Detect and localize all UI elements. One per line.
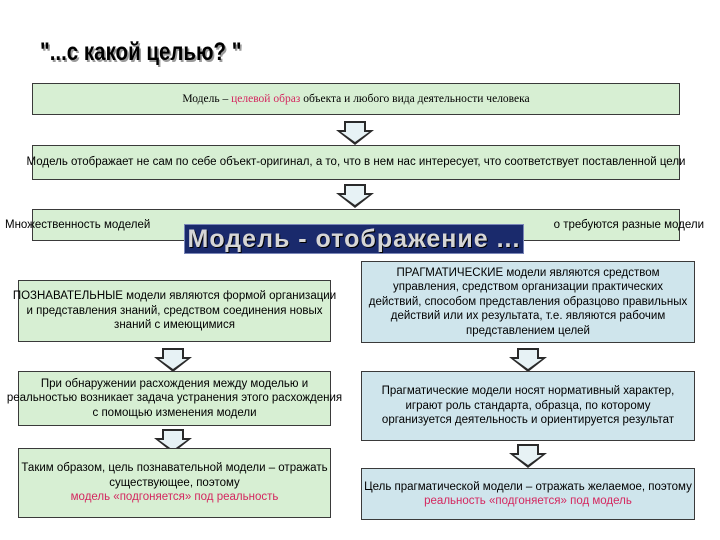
cognitive-goal-highlight: модель «подгоняется» под реальность bbox=[70, 491, 279, 504]
discrepancy-box bbox=[6, 371, 343, 426]
pragmatic-models-box bbox=[361, 261, 695, 343]
down-arrow-icon bbox=[334, 120, 376, 146]
discrepancy-text: При обнаружении расхождения между моделью и реальностью возникает задача устранения этого расхождения с помощью изменения модели bbox=[6, 377, 343, 419]
cognitive-goal-box bbox=[18, 448, 331, 518]
page-title: "...с какой целью? " bbox=[40, 38, 242, 66]
down-arrow-icon bbox=[334, 183, 376, 209]
pragmatic-goal-highlight: реальность «подгоняется» под модель bbox=[424, 495, 632, 507]
pragmatic-goal-text: Цель прагматической модели – отражать желаемое, поэтому bbox=[364, 480, 692, 493]
pragmatic-models-text: ПРАГМАТИЧЕСКИЕ модели являются средством управления, средством организации практических действий, способом представления образцово правильных действий или их результата, т.е. являются рабочим представлением целей bbox=[368, 267, 688, 337]
multiplicity-text-end: о требуются разные модели bbox=[553, 218, 704, 231]
cognitive-goal-text: Таким образом, цель познавательной модели – отражать существующее, поэтому bbox=[21, 462, 328, 489]
pragmatic-goal-box bbox=[361, 468, 695, 520]
cognitive-models-box bbox=[12, 280, 337, 342]
down-arrow-icon bbox=[507, 347, 549, 373]
normative-text: Прагматические модели носят нормативный характер, играют роль стандарта, образца, по которому организуется деятельность и ориентируется результат bbox=[381, 385, 675, 427]
cognitive-models-text: ПОЗНАВАТЕЛЬНЫЕ модели являются формой организации и представления знаний, средством соединения новых знаний с имеющимися bbox=[12, 290, 337, 332]
definition-highlight: целевой образ bbox=[231, 92, 301, 105]
normative-box bbox=[361, 371, 695, 441]
model-display-banner: Модель - отображение ... bbox=[184, 224, 524, 254]
multiplicity-text-start: Множественность моделей bbox=[5, 218, 151, 231]
definition-box bbox=[32, 83, 680, 115]
down-arrow-icon bbox=[507, 443, 549, 469]
definition-prefix: Модель – bbox=[182, 92, 232, 105]
model-reflection-box bbox=[26, 145, 686, 180]
definition-suffix: объекта и любого вида деятельности человека bbox=[300, 92, 530, 105]
down-arrow-icon bbox=[152, 347, 194, 373]
model-reflection-text: Модель отображает не сам по себе объект-оригинал, а то, что в нем нас интересует, что соответствует поставленной цели bbox=[26, 156, 686, 169]
